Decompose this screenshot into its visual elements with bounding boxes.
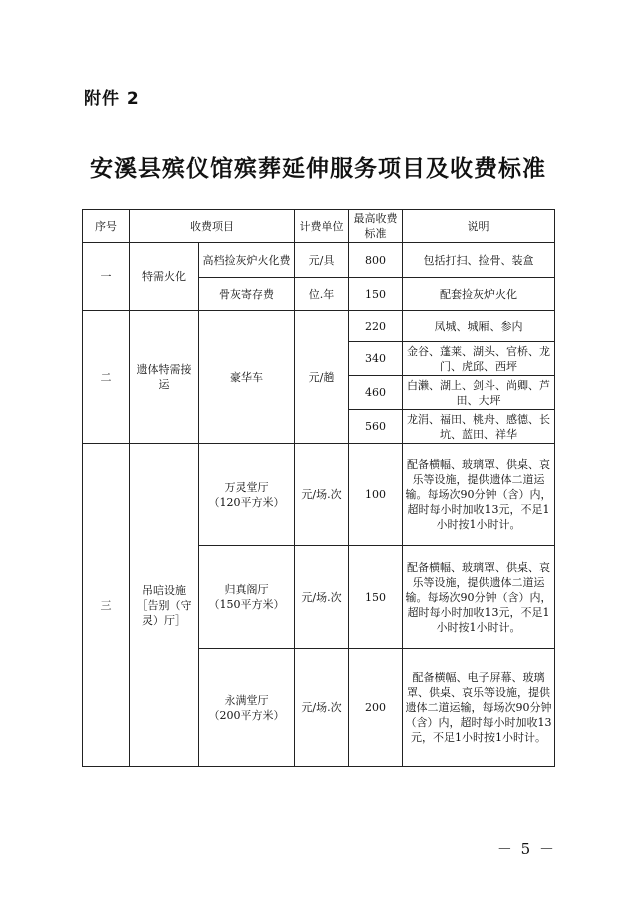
item-name: 豪华车	[199, 311, 295, 444]
note-cell: 龙涓、福田、桃舟、感德、长坑、蓝田、祥华	[403, 410, 555, 444]
price-cell: 800	[349, 243, 403, 278]
unit-cell: 位.年	[295, 278, 349, 311]
page-number: － 5 －	[496, 840, 556, 858]
table-row	[83, 311, 555, 342]
table-row	[83, 243, 555, 278]
price-cell: 200	[349, 649, 403, 767]
header-note: 说明	[403, 210, 555, 243]
hall-name: 归真阁厅	[224, 583, 269, 596]
hall-cell	[199, 649, 295, 767]
note-cell: 凤城、城厢、参内	[403, 311, 555, 342]
note-cell: 金谷、蓬莱、湖头、官桥、龙门、虎邱、西坪	[403, 342, 555, 376]
note-cell: 配备横幅、玻璃罩、供桌、哀乐等设施，提供遗体二道运输。每场次90分钟（含）内，超时每小时加收13元，不足1小时按1小时计。	[403, 444, 555, 546]
item-name: 高档捡灰炉火化费	[199, 243, 295, 278]
price-cell: 340	[349, 342, 403, 376]
unit-cell: 元/趟	[295, 311, 349, 444]
unit-cell: 元/场.次	[295, 546, 349, 649]
unit-cell: 元/场.次	[295, 444, 349, 546]
note-cell: 配套捡灰炉火化	[403, 278, 555, 311]
header-item: 收费项目	[130, 210, 295, 243]
attachment-label: 附件 2	[84, 89, 140, 109]
section-category: 遗体特需接运	[130, 311, 199, 444]
price-cell: 150	[349, 546, 403, 649]
hall-area: （120平方米）	[208, 495, 285, 509]
section-category: 吊唁设施［告别（守灵）厅］	[130, 444, 199, 767]
price-cell: 100	[349, 444, 403, 546]
price-cell: 560	[349, 410, 403, 444]
note-cell: 配备横幅、电子屏幕、玻璃罩、供桌、哀乐等设施，提供遗体二道运输，每场次90分钟（含）内，超时每小时加收13元，不足1小时按1小时计。	[403, 649, 555, 767]
header-max-price: 最高收费标准	[349, 210, 403, 243]
hall-area: （150平方米）	[208, 598, 285, 611]
item-name: 骨灰寄存费	[199, 278, 295, 311]
section-no: 三	[83, 444, 130, 767]
document-title: 安溪县殡仪馆殡葬延伸服务项目及收费标准	[90, 155, 546, 182]
fee-table	[82, 209, 555, 767]
section-no: 一	[83, 243, 130, 311]
price-cell: 460	[349, 376, 403, 410]
section-category: 特需火化	[130, 243, 199, 311]
unit-cell: 元/具	[295, 243, 349, 278]
table-row	[83, 444, 555, 546]
note-cell: 包括打扫、捡骨、装盒	[403, 243, 555, 278]
note-cell: 配备横幅、玻璃罩、供桌、哀乐等设施，提供遗体二道运输。每场次90分钟（含）内，超时每小时加收13元，不足1小时按1小时计。	[403, 546, 555, 649]
header-no: 序号	[83, 210, 130, 243]
hall-name: 永满堂厅	[224, 693, 269, 707]
price-cell: 220	[349, 311, 403, 342]
note-cell: 白濑、湖上、剑斗、尚卿、芦田、大坪	[403, 376, 555, 410]
price-cell: 150	[349, 278, 403, 311]
hall-name: 万灵堂厅	[224, 480, 269, 494]
table-header-row	[83, 210, 555, 243]
unit-cell: 元/场.次	[295, 649, 349, 767]
hall-area: （200平方米）	[208, 708, 285, 722]
hall-cell	[199, 546, 295, 649]
header-unit: 计费单位	[295, 210, 349, 243]
hall-cell	[199, 444, 295, 546]
section-no: 二	[83, 311, 130, 444]
